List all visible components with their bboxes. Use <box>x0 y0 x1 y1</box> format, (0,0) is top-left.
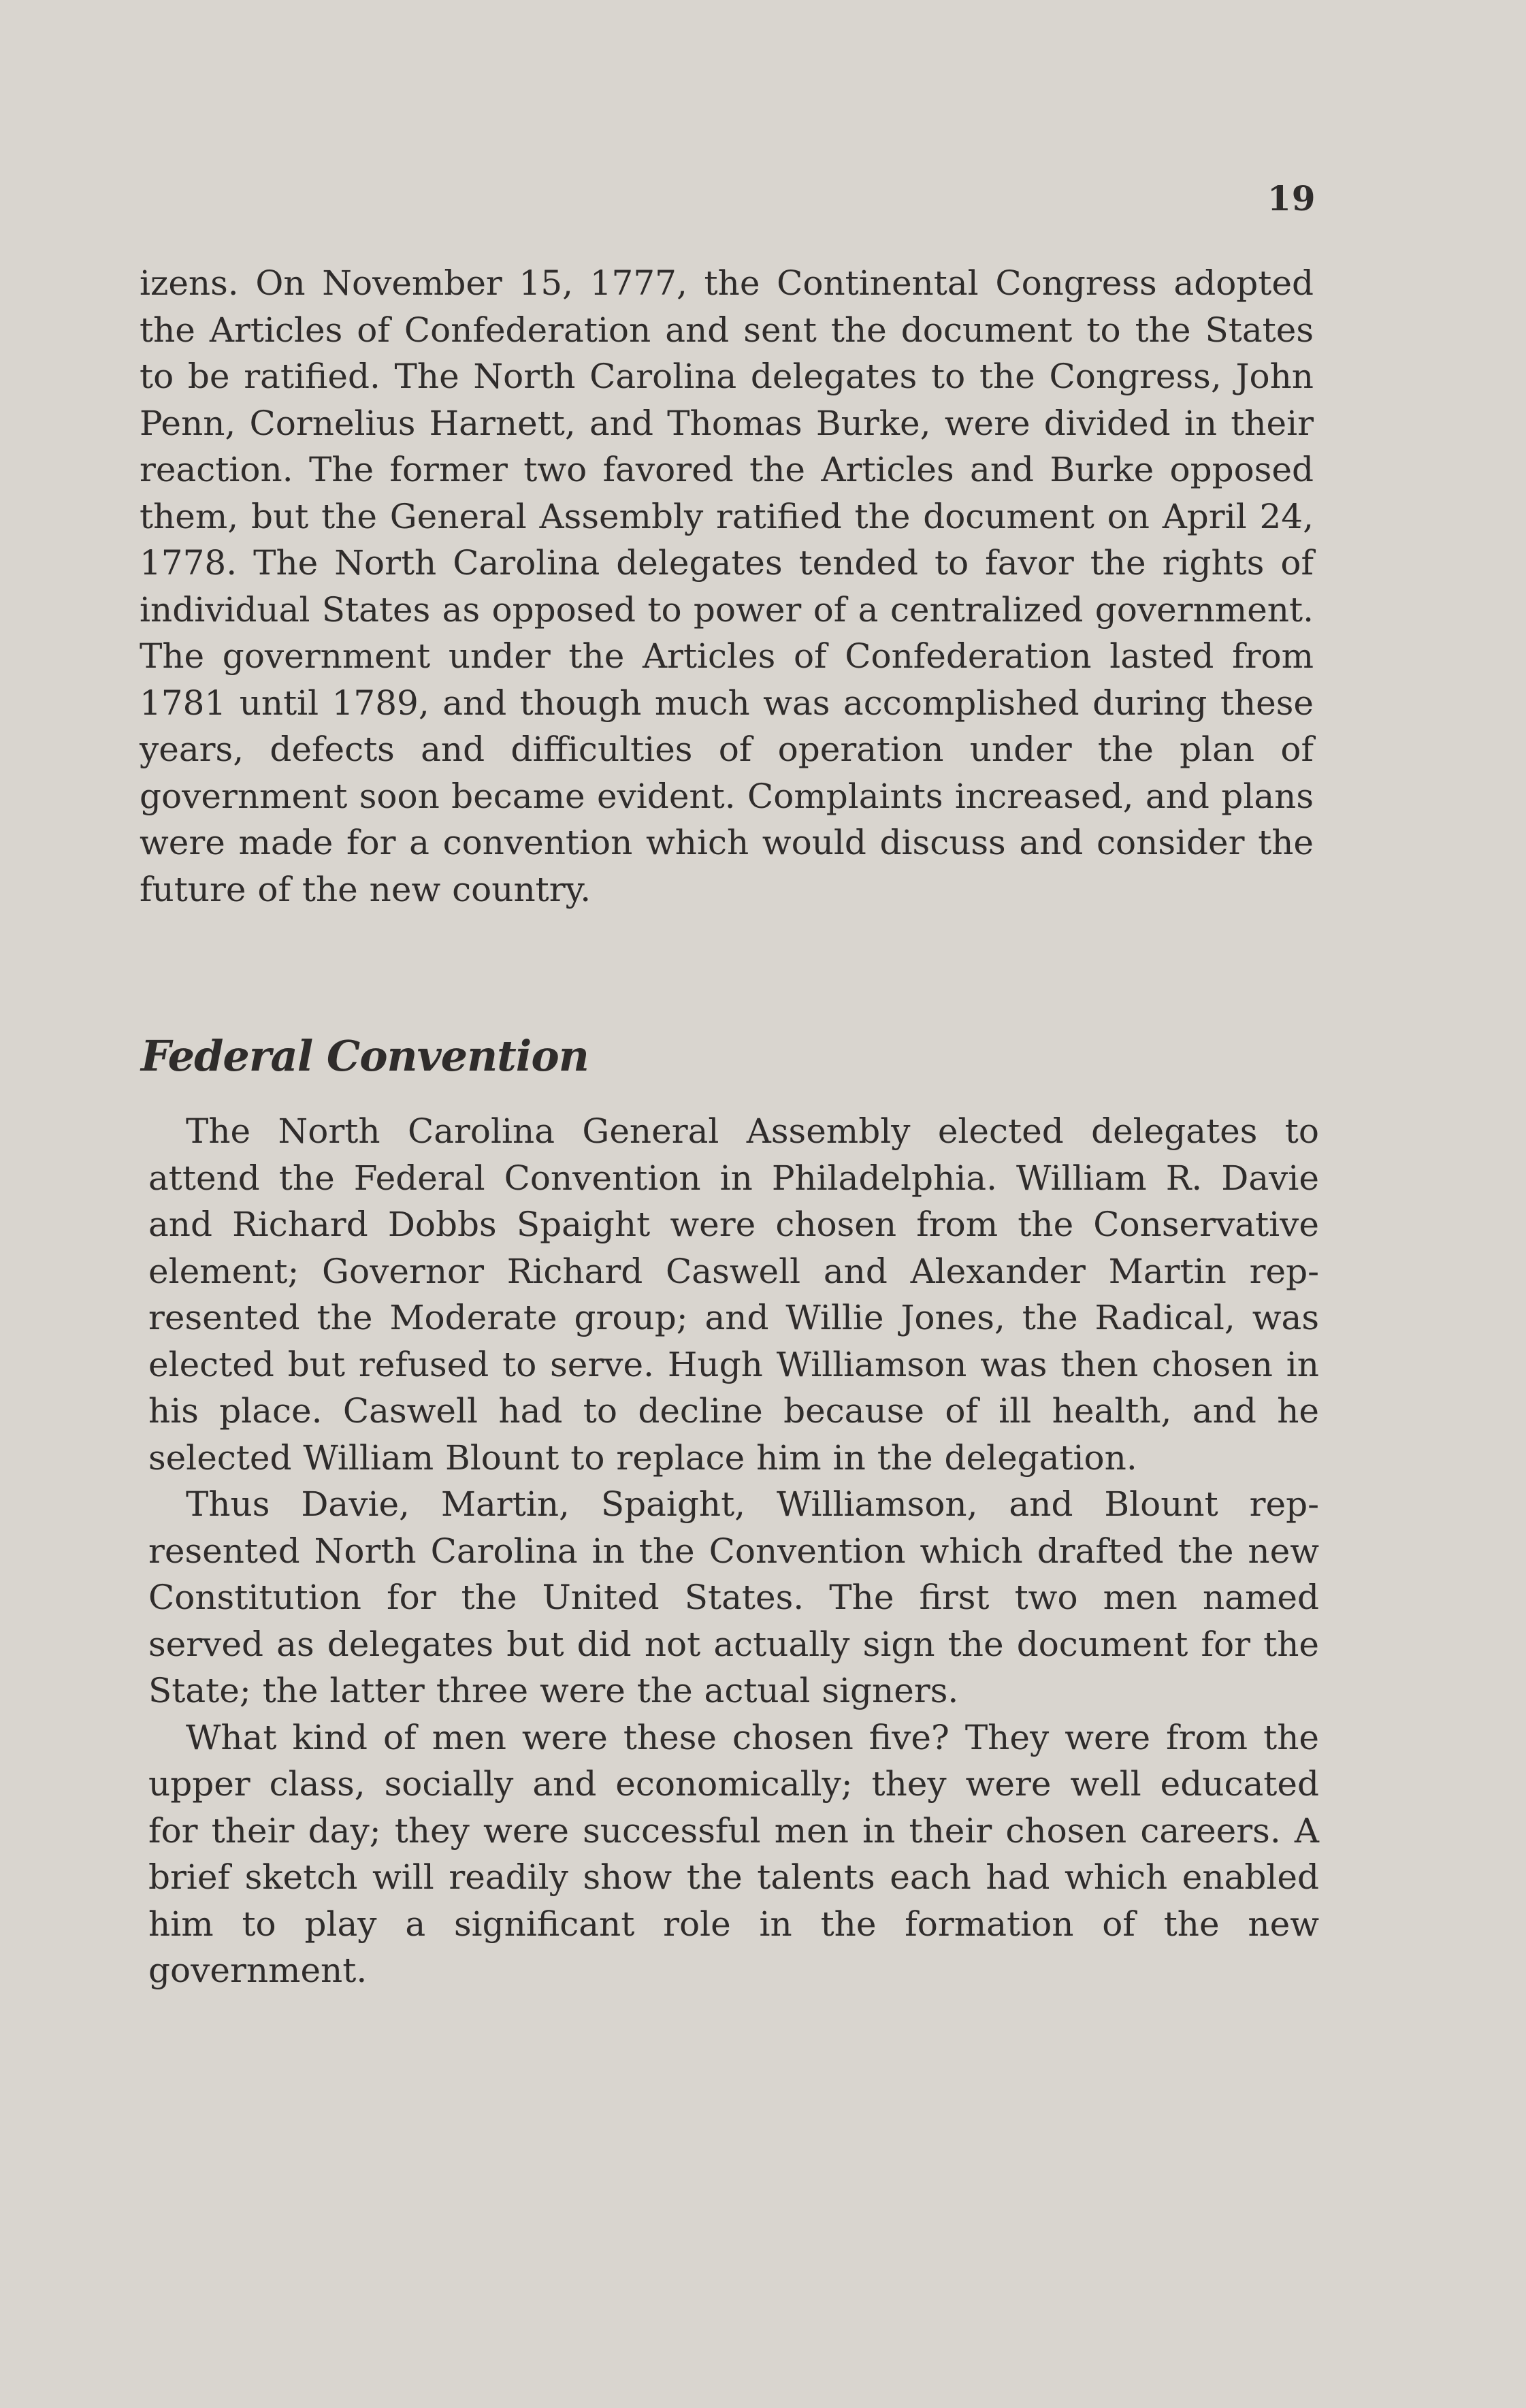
section-paragraph-3: What kind of men were these chosen five? They were from the upper class, socially and economically; they were well educated for their day; they were successful men in their chosen careers. A brief sketch will readily show the talents each had which enabled him to play a significant role in the formation of the new government. <box>148 1717 1319 1990</box>
page-number: 19 <box>1267 178 1316 218</box>
section-text-block <box>148 1108 1319 1994</box>
intro-text-block <box>140 260 1314 913</box>
intro-paragraph: izens. On November 15, 1777, the Continental Congress adopted the Articles of Confederation and sent the document to the States to be ratified. The North Carolina delegates to the Congress, John Penn, Cornelius Harnett, and Thomas Burke, were divided in their reaction. The former two favored the Articles and Burke opposed them, but the General Assembly ratified the document on April 24, 1778. The North Carolina delegates tended to favor the rights of individual States as opposed to power of a centralized government. The government under the Articles of Confederation lasted from 1781 until 1789, and though much was accomplished during these years, defects and difficulties of operation under the plan of government soon became evident. Complaints increased, and plans were made for a convention which would discuss and consider the future of the new country. <box>140 263 1314 909</box>
section-paragraph-2: Thus Davie, Martin, Spaight, Williamson, and Blount represented North Carolina in the Convention which drafted the new Constitution for the United States. The first two men named served as delegates but did not actually sign the document for the State; the latter three were the actual signers. <box>148 1484 1319 1710</box>
section-heading: Federal Convention <box>141 1031 589 1081</box>
section-paragraph-1: The North Carolina General Assembly elected delegates to attend the Federal Convention in Philadelphia. William R. Davie and Richard Dobbs Spaight were chosen from the Conservative element; Governor Richard Caswell and Alexander Martin represented the Moderate group; and Willie Jones, the Radical, was elected but refused to serve. Hugh Williamson was then chosen in his place. Caswell had to decline because of ill health, and he selected William Blount to replace him in the delegation. <box>148 1111 1319 1478</box>
